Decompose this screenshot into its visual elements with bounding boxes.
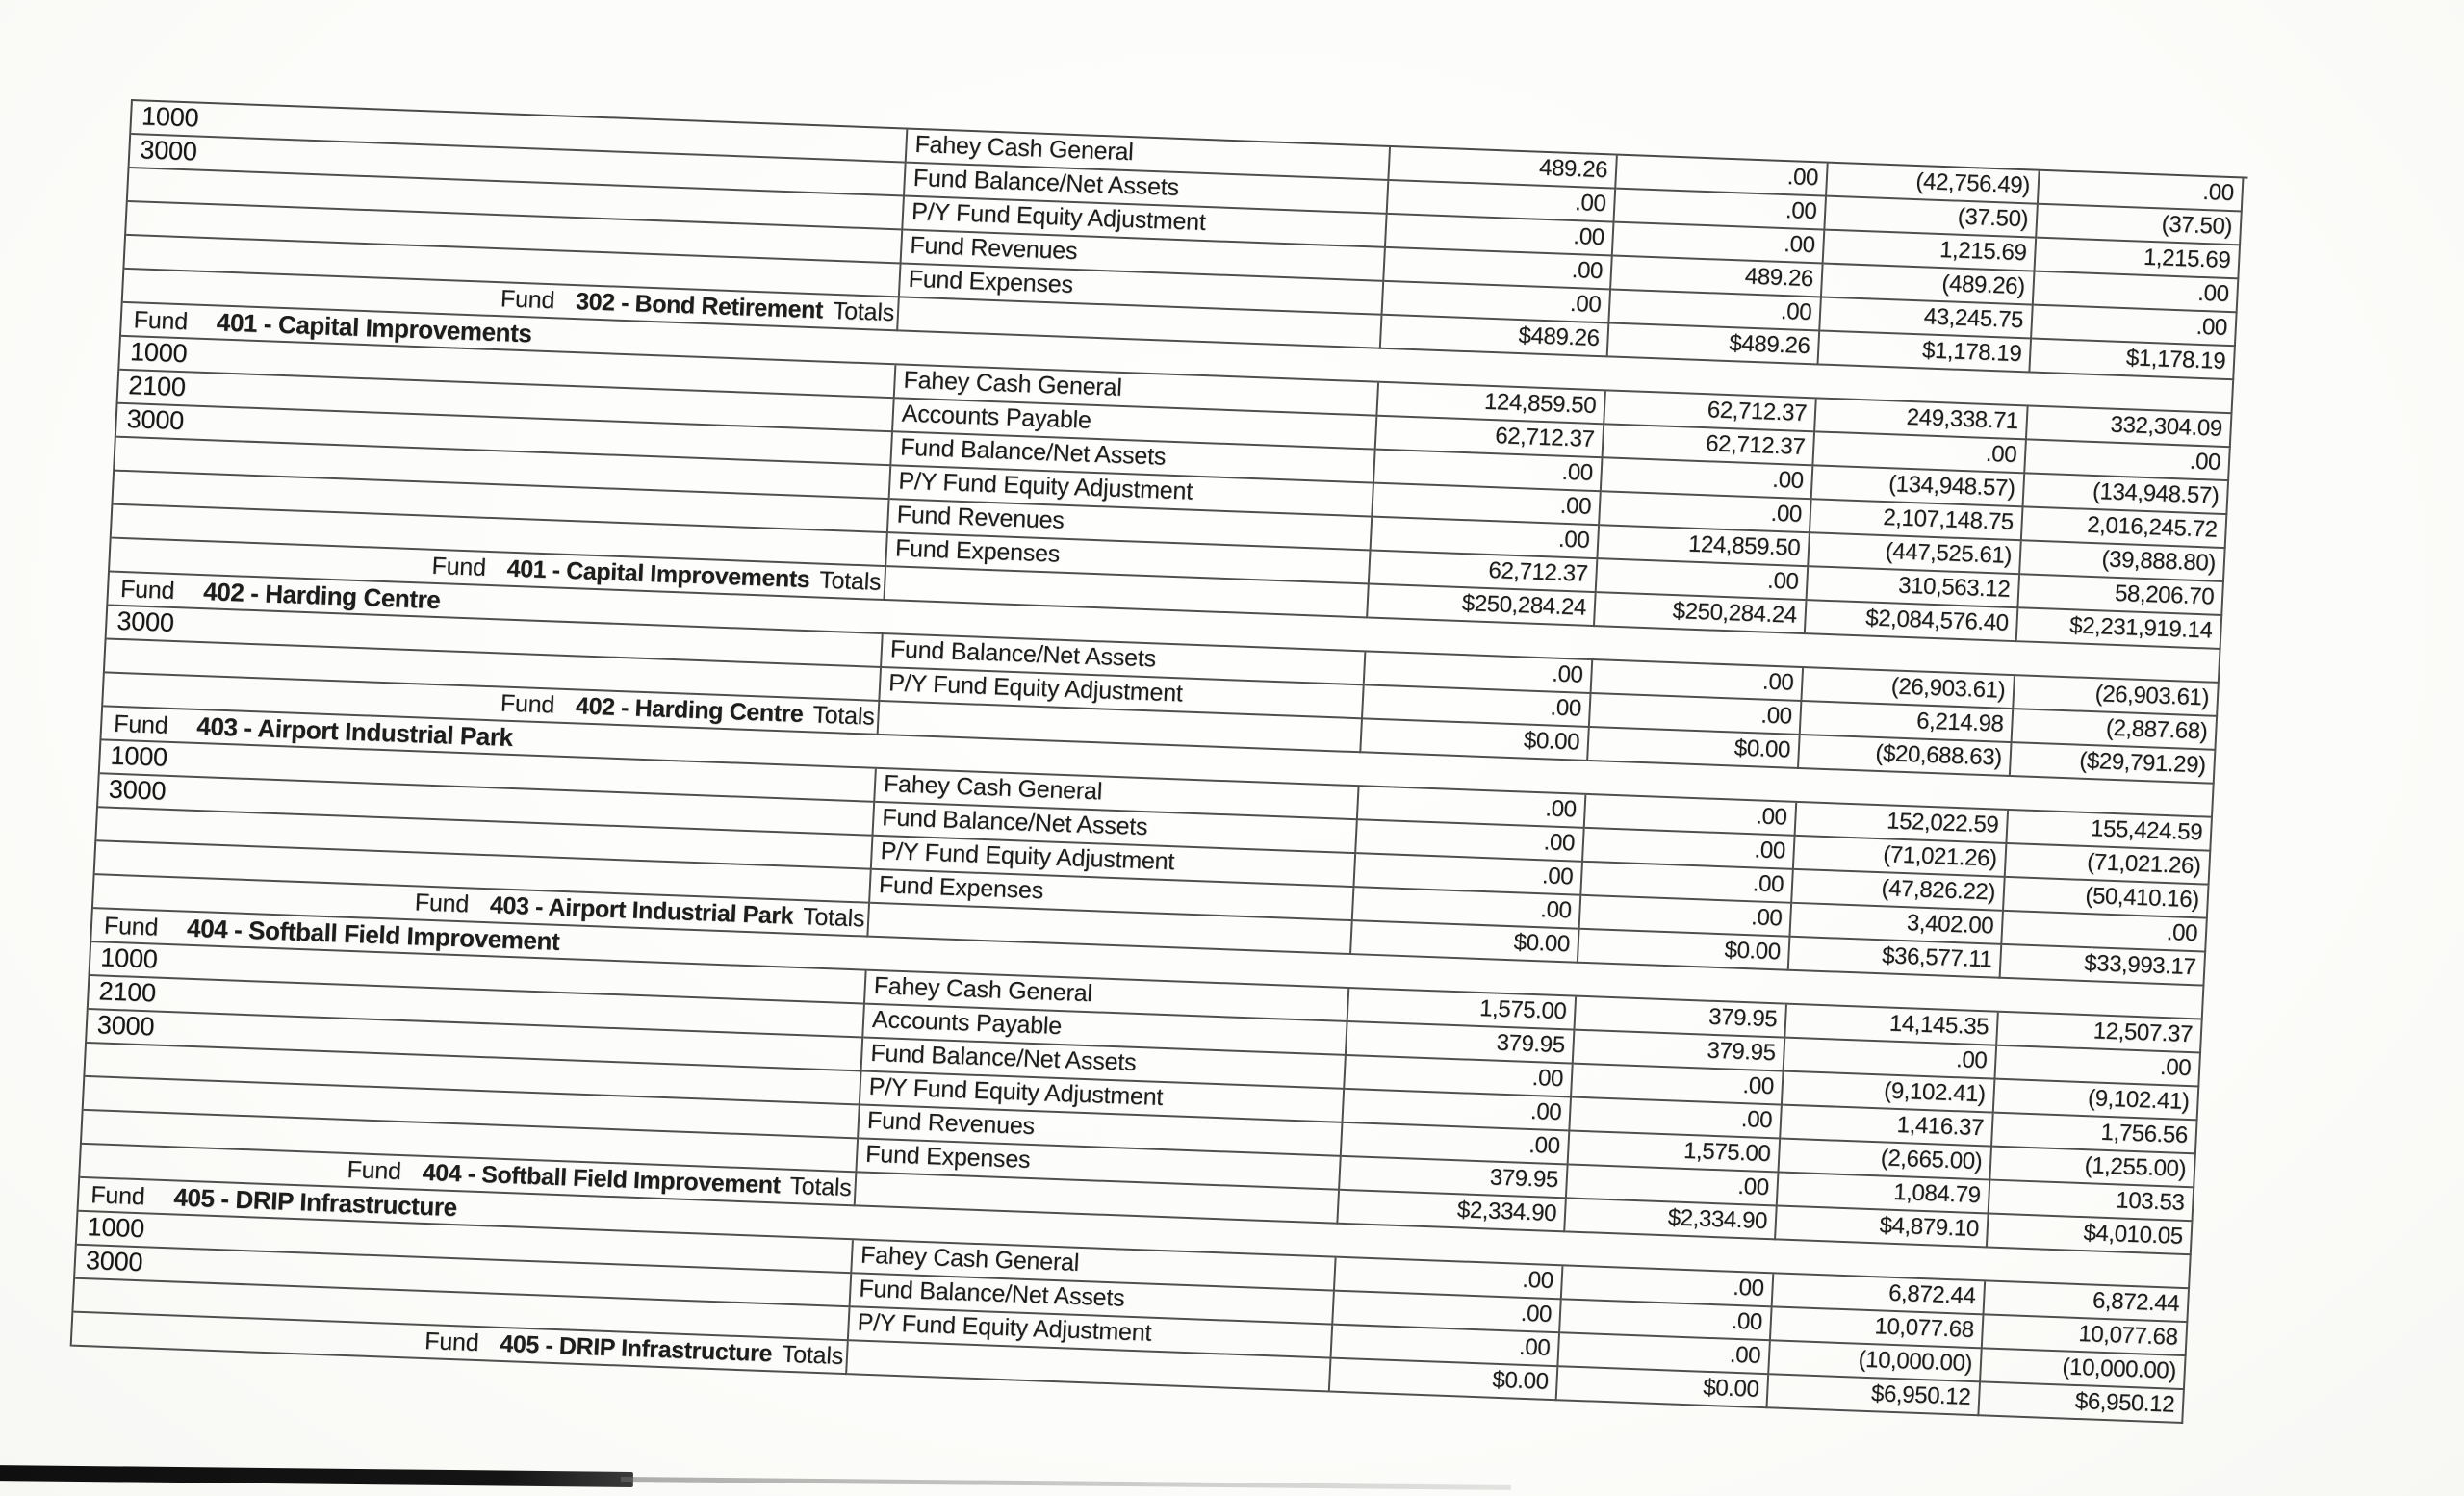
fund-label-name: 402 - Harding Centre xyxy=(202,577,442,615)
amount-cell: $1,178.19 xyxy=(2030,340,2236,381)
amount-cell: (2,887.68) xyxy=(2013,709,2219,751)
amount-cell: 249,338.71 xyxy=(1815,399,2029,440)
amount-cell: .00 xyxy=(1388,181,1617,223)
amount-cell: (9,102.41) xyxy=(1783,1072,1996,1114)
amount-cell: $0.00 xyxy=(1361,719,1590,761)
amount-cell: (26,903.61) xyxy=(1802,668,2015,709)
amount-cell: .00 xyxy=(1356,820,1585,863)
amount-cell: (134,948.57) xyxy=(1812,466,2026,507)
amount-cell: .00 xyxy=(1333,1292,1562,1334)
amount-cell: (71,021.26) xyxy=(1794,837,2008,878)
amount-cell: .00 xyxy=(1813,432,2027,474)
totals-fund-name: 403 - Airport Industrial Park xyxy=(489,891,794,930)
amount-cell: .00 xyxy=(1558,1333,1771,1375)
scan-edge-line xyxy=(621,1477,1511,1490)
amount-cell: 6,872.44 xyxy=(1984,1281,2190,1323)
amount-cell: $6,950.12 xyxy=(1979,1382,2185,1424)
account-cell: Fund Balance/Net Assets xyxy=(873,803,1357,854)
amount-cell: .00 xyxy=(1616,156,1829,197)
amount-cell: $0.00 xyxy=(1351,921,1580,964)
code-cell: 3000 xyxy=(107,606,884,667)
amount-cell: .00 xyxy=(1583,829,1796,870)
code-cell: 3000 xyxy=(87,1010,863,1071)
amount-cell: .00 xyxy=(1382,282,1611,324)
code-cell: 1000 xyxy=(119,337,896,399)
fund-label-prefix: Fund xyxy=(90,1181,146,1211)
totals-suffix: Totals xyxy=(802,903,865,933)
fund-label-name: 405 - DRIP Infrastructure xyxy=(172,1182,458,1223)
account-cell: P/Y Fund Equity Adjustment xyxy=(872,837,1356,888)
amount-cell: 62,712.37 xyxy=(1370,552,1599,594)
amount-cell: .00 xyxy=(1592,660,1805,702)
amount-cell: 379.95 xyxy=(1347,1022,1576,1065)
amount-cell: $6,950.12 xyxy=(1767,1375,1981,1416)
amount-cell: .00 xyxy=(1995,1046,2201,1088)
amount-cell: (42,756.49) xyxy=(1827,164,2040,205)
amount-cell: 62,712.37 xyxy=(1604,391,1817,432)
amount-cell: (37.50) xyxy=(2037,205,2243,246)
amount-cell: .00 xyxy=(1572,1065,1784,1106)
amount-cell: $0.00 xyxy=(1557,1367,1770,1408)
amount-cell: $489.26 xyxy=(1381,316,1610,358)
totals-suffix: Totals xyxy=(832,297,895,327)
amount-cell: 332,304.09 xyxy=(2027,406,2233,448)
amount-cell: .00 xyxy=(1784,1039,1998,1080)
account-cell: P/Y Fund Equity Adjustment xyxy=(880,668,1364,719)
amount-cell: 1,575.00 xyxy=(1569,1132,1782,1174)
totals-prefix: Fund xyxy=(500,285,555,315)
amount-cell: $2,334.90 xyxy=(1338,1191,1567,1233)
account-cell: Fahey Cash General xyxy=(895,365,1379,416)
code-cell: 2100 xyxy=(118,371,895,432)
amount-cell: $0.00 xyxy=(1578,930,1791,971)
totals-fund-name: 402 - Harding Centre xyxy=(575,692,805,729)
fund-label-prefix: Fund xyxy=(133,306,189,336)
amount-cell: 62,712.37 xyxy=(1603,425,1815,466)
account-cell: Fahey Cash General xyxy=(907,130,1391,181)
amount-cell: .00 xyxy=(1560,1300,1773,1341)
fund-label-name: 404 - Softball Field Improvement xyxy=(186,913,561,956)
amount-cell: .00 xyxy=(2025,440,2231,481)
amount-cell: .00 xyxy=(1373,484,1602,527)
amount-cell: (71,021.26) xyxy=(2006,844,2212,886)
fund-label-prefix: Fund xyxy=(119,575,175,605)
totals-prefix: Fund xyxy=(424,1328,480,1357)
account-cell: Fund Revenues xyxy=(888,500,1373,551)
account-cell: Accounts Payable xyxy=(863,1005,1348,1056)
totals-suffix: Totals xyxy=(781,1340,844,1370)
amount-cell: $0.00 xyxy=(1330,1359,1559,1402)
amount-cell: .00 xyxy=(1567,1165,1780,1206)
amount-cell: 10,077.68 xyxy=(1771,1307,1985,1349)
amount-cell: 1,215.69 xyxy=(1824,231,2038,272)
totals-suffix: Totals xyxy=(788,1172,853,1202)
amount-cell: 124,859.50 xyxy=(1377,383,1606,426)
amount-cell: 379.95 xyxy=(1574,1031,1786,1072)
fund-label-name: 401 - Capital Improvements xyxy=(216,307,533,348)
fund-label-name: 403 - Airport Industrial Park xyxy=(195,710,514,752)
totals-prefix: Fund xyxy=(414,889,470,918)
amount-cell: .00 xyxy=(1600,492,1812,533)
amount-cell: 489.26 xyxy=(1389,147,1618,190)
amount-cell: .00 xyxy=(1372,518,1601,560)
amount-cell: (50,410.16) xyxy=(2004,878,2210,919)
amount-cell: $489.26 xyxy=(1608,323,1821,365)
amount-cell: $250,284.24 xyxy=(1595,593,1808,634)
account-cell: Fund Expenses xyxy=(886,533,1371,584)
account-cell: Fund Expenses xyxy=(857,1139,1341,1190)
amount-cell: 12,507.37 xyxy=(1997,1013,2203,1054)
fund-label-prefix: Fund xyxy=(103,912,159,941)
code-cell: 1000 xyxy=(77,1212,854,1274)
amount-cell: 379.95 xyxy=(1575,997,1787,1039)
amount-cell: .00 xyxy=(2002,912,2208,953)
amount-cell: .00 xyxy=(1614,190,1827,231)
amount-cell: 58,206.70 xyxy=(2018,575,2224,616)
amount-cell: (489.26) xyxy=(1822,265,2036,306)
amount-cell: 6,872.44 xyxy=(1773,1274,1987,1315)
amount-cell: .00 xyxy=(1331,1326,1560,1368)
amount-cell: .00 xyxy=(1354,854,1583,896)
amount-cell: 10,077.68 xyxy=(1983,1315,2189,1356)
amount-cell: 103.53 xyxy=(1989,1181,2195,1223)
amount-cell: (1,255.00) xyxy=(1990,1148,2196,1189)
account-cell: P/Y Fund Equity Adjustment xyxy=(890,466,1374,517)
amount-cell: (39,888.80) xyxy=(2020,541,2226,582)
amount-cell: 14,145.35 xyxy=(1785,1005,1999,1046)
amount-cell: .00 xyxy=(2039,171,2245,213)
account-cell: Fahey Cash General xyxy=(875,769,1359,820)
amount-cell: .00 xyxy=(1345,1056,1574,1098)
amount-cell: (47,826.22) xyxy=(1792,870,2006,912)
fund-report-table xyxy=(70,99,2248,1424)
amount-cell: 2,016,245.72 xyxy=(2022,507,2228,549)
amount-cell: (10,000.00) xyxy=(1769,1341,1983,1382)
amount-cell: 6,214.98 xyxy=(1801,702,2015,743)
amount-cell: 489.26 xyxy=(1611,257,1824,298)
account-cell: Fahey Cash General xyxy=(852,1240,1336,1291)
amount-cell: .00 xyxy=(1386,215,1615,257)
amount-cell: .00 xyxy=(1374,451,1604,493)
amount-cell: $4,010.05 xyxy=(1988,1215,2194,1256)
amount-cell: $36,577.11 xyxy=(1789,938,2003,979)
amount-cell: $250,284.24 xyxy=(1368,584,1597,627)
account-cell: P/Y Fund Equity Adjustment xyxy=(849,1307,1333,1358)
code-cell: 1000 xyxy=(100,740,877,802)
amount-cell: (9,102.41) xyxy=(1994,1080,2200,1122)
account-cell: Fund Balance/Net Assets xyxy=(891,432,1375,483)
amount-cell: 62,712.37 xyxy=(1376,417,1605,459)
amount-cell: 43,245.75 xyxy=(1820,298,2034,340)
amount-cell: 379.95 xyxy=(1340,1157,1569,1199)
account-cell: Fund Balance/Net Assets xyxy=(861,1039,1346,1090)
totals-suffix: Totals xyxy=(811,701,876,731)
totals-fund-name: 405 - DRIP Infrastructure xyxy=(499,1329,773,1368)
amount-cell: 1,756.56 xyxy=(1992,1114,2198,1155)
amount-cell: .00 xyxy=(1602,458,1814,500)
amount-cell: 310,563.12 xyxy=(1807,567,2020,608)
code-cell: 3000 xyxy=(129,135,906,196)
amount-cell: .00 xyxy=(1353,888,1582,930)
amount-cell: .00 xyxy=(1358,787,1587,829)
code-cell: 2100 xyxy=(89,976,865,1038)
amount-cell: (26,903.61) xyxy=(2014,676,2220,717)
amount-cell: 1,215.69 xyxy=(2035,239,2241,280)
account-cell: Fund Revenues xyxy=(859,1105,1343,1156)
amount-cell: (134,948.57) xyxy=(2023,474,2229,515)
amount-cell: .00 xyxy=(1343,1090,1572,1132)
account-cell: P/Y Fund Equity Adjustment xyxy=(860,1072,1345,1123)
amount-cell: .00 xyxy=(1613,223,1826,265)
amount-cell: 1,575.00 xyxy=(1348,989,1578,1031)
amount-cell: $2,334.90 xyxy=(1565,1199,1778,1240)
amount-cell: (37.50) xyxy=(1825,197,2039,239)
account-cell: Fahey Cash General xyxy=(865,971,1349,1022)
scan-edge-artifact xyxy=(0,1465,633,1487)
fund-label-prefix: Fund xyxy=(113,709,169,739)
amount-cell: (447,525.61) xyxy=(1809,533,2022,575)
amount-cell: .00 xyxy=(1363,685,1592,728)
amount-cell: .00 xyxy=(1590,694,1803,735)
amount-cell: .00 xyxy=(1597,559,1810,601)
amount-cell: 124,859.50 xyxy=(1598,526,1810,567)
amount-cell: .00 xyxy=(1609,290,1822,331)
code-cell: 1000 xyxy=(90,942,866,1004)
amount-cell: 1,416.37 xyxy=(1781,1106,1994,1148)
totals-prefix: Fund xyxy=(500,689,555,719)
amount-cell: .00 xyxy=(1580,896,1793,938)
amount-cell: .00 xyxy=(1335,1258,1564,1301)
amount-cell: .00 xyxy=(1562,1266,1775,1307)
amount-cell: ($20,688.63) xyxy=(1799,735,2013,777)
code-cell: 3000 xyxy=(98,774,875,836)
amount-cell: .00 xyxy=(2034,272,2240,314)
totals-fund-name: 404 - Softball Field Improvement xyxy=(422,1158,782,1199)
account-cell: Fund Balance/Net Assets xyxy=(851,1274,1335,1325)
code-cell: 3000 xyxy=(116,404,893,466)
amount-cell: 152,022.59 xyxy=(1796,803,2010,844)
amount-cell: 155,424.59 xyxy=(2007,811,2213,852)
code-cell: 3000 xyxy=(75,1246,852,1307)
totals-prefix: Fund xyxy=(430,552,487,581)
amount-cell: (10,000.00) xyxy=(1981,1349,2187,1390)
totals-fund-name: 401 - Capital Improvements xyxy=(506,555,810,594)
account-cell: Fund Expenses xyxy=(900,264,1384,315)
code-cell: 1000 xyxy=(131,101,908,163)
amount-cell: 3,402.00 xyxy=(1790,904,2004,945)
account-cell: Fund Revenues xyxy=(902,230,1386,281)
account-cell: Fund Balance/Net Assets xyxy=(882,634,1366,685)
account-cell: Accounts Payable xyxy=(893,399,1377,450)
account-cell: Fund Expenses xyxy=(870,870,1354,921)
amount-cell: 2,107,148.75 xyxy=(1810,500,2024,541)
account-cell: Fund Balance/Net Assets xyxy=(905,164,1389,215)
amount-cell: ($29,791.29) xyxy=(2011,743,2217,785)
amount-cell: 1,084.79 xyxy=(1778,1173,1991,1214)
amount-cell: .00 xyxy=(2032,306,2238,348)
amount-cell: .00 xyxy=(1384,248,1613,291)
amount-cell: .00 xyxy=(1581,863,1794,904)
amount-cell: $2,231,919.14 xyxy=(2017,608,2223,650)
totals-prefix: Fund xyxy=(346,1155,402,1186)
amount-cell: $1,178.19 xyxy=(1818,331,2032,373)
amount-cell: .00 xyxy=(1585,795,1798,837)
amount-cell: $33,993.17 xyxy=(2001,945,2207,987)
totals-fund-name: 302 - Bond Retirement xyxy=(575,288,824,324)
amount-cell: $0.00 xyxy=(1588,728,1801,769)
amount-cell: $2,084,576.40 xyxy=(1806,601,2019,642)
amount-cell: .00 xyxy=(1365,652,1594,694)
amount-cell: .00 xyxy=(1342,1123,1571,1166)
account-cell: P/Y Fund Equity Adjustment xyxy=(903,197,1387,248)
amount-cell: (2,665.00) xyxy=(1779,1140,1992,1181)
amount-cell: .00 xyxy=(1570,1098,1783,1140)
totals-suffix: Totals xyxy=(818,566,883,596)
amount-cell: $4,879.10 xyxy=(1776,1206,1989,1248)
